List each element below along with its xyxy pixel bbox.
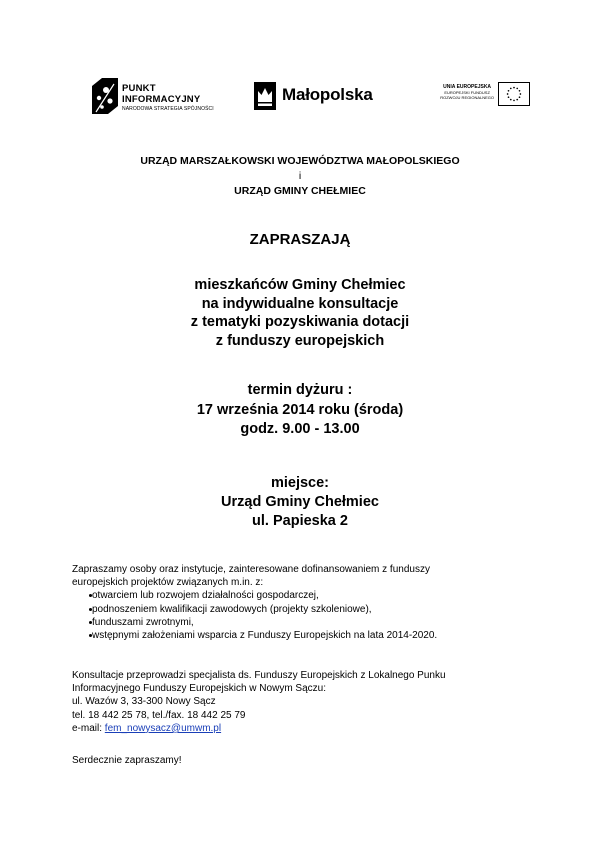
subject-line: mieszkańców Gminy Chełmiec: [194, 277, 406, 293]
contact-paragraph: [72, 669, 542, 735]
venue-name: Urząd Gminy Chełmiec: [221, 494, 379, 510]
consultation-subject: [0, 276, 600, 350]
list-item: wstępnymi założeniami wsparcia z Funduszy Europejskich na lata 2014-2020.: [72, 629, 542, 642]
punkt-logo-line2: INFORMACYJNY: [122, 94, 201, 105]
eu-logo-text: [440, 84, 494, 100]
organizer-2: URZĄD GMINY CHEŁMIEC: [234, 185, 366, 197]
contact-email-row: [72, 722, 542, 735]
malopolska-logo-text: Małopolska: [282, 85, 373, 104]
punkt-logo-line3: NARODOWA STRATEGIA SPÓJNOŚCI: [122, 106, 214, 112]
intro-line: Zapraszamy osoby oraz instytucje, zainteresowane dofinansowaniem z funduszy: [72, 564, 430, 575]
schedule-hours: godz. 9.00 - 13.00: [240, 421, 360, 437]
invite-heading: ZAPRASZAJĄ: [249, 231, 351, 248]
malopolska-logo: [254, 82, 394, 112]
bullet-icon: [89, 621, 92, 624]
bullet-icon: [89, 608, 92, 611]
punkt-informacyjny-logo: [88, 74, 238, 124]
bullet-icon: [89, 634, 92, 637]
project-types-list: [72, 589, 542, 642]
venue-street: ul. Papieska 2: [252, 513, 348, 529]
eu-logo: [410, 82, 530, 112]
contact-phone: tel. 18 442 25 78, tel./fax. 18 442 25 79: [72, 709, 246, 721]
email-link[interactable]: fem_nowysacz@umwm.pl: [104, 722, 222, 734]
list-item: funduszami zwrotnymi,: [72, 616, 542, 629]
punkt-logo-line1: PUNKT: [122, 83, 156, 94]
venue-label: miejsce:: [270, 475, 330, 491]
subject-line: z funduszy europejskich: [215, 332, 385, 349]
venue-block: [0, 474, 600, 531]
intro-line: europejskich projektów związanych m.in. z:: [72, 577, 264, 589]
subject-line: z tematyki pozyskiwania dotacji: [190, 314, 410, 330]
intro-paragraph: [72, 563, 542, 642]
organizer-conjunction: i: [298, 170, 302, 182]
closing-text: Serdecznie zapraszamy!: [72, 755, 182, 766]
email-label: e-mail:: [72, 722, 105, 734]
punkt-informacyjny-icon: [88, 76, 120, 116]
list-item: podnoszeniem kwalifikacji zawodowych (projekty szkoleniowe),: [72, 603, 542, 616]
eu-flag-icon: [498, 82, 530, 106]
schedule-block: [0, 381, 600, 440]
organizers-header: [0, 154, 600, 199]
subject-line: na indywidualne konsultacje: [201, 295, 399, 312]
contact-address: ul. Wazów 3, 33-300 Nowy Sącz: [72, 696, 216, 708]
contact-line: Informacyjnego Funduszy Europejskich w Nowym Sączu:: [72, 683, 326, 695]
eu-logo-line3: ROZWOJU REGIONALNEGO: [440, 95, 494, 100]
contact-line: Konsultacje przeprowadzi specjalista ds. Funduszy Europejskich z Lokalnego Punku: [72, 670, 446, 681]
schedule-label: termin dyżuru :: [247, 382, 353, 398]
eu-logo-line1: UNIA EUROPEJSKA: [443, 84, 492, 90]
list-item: otwarciem lub rozwojem działalności gospodarczej,: [72, 589, 542, 602]
schedule-date: 17 września 2014 roku (środa): [196, 401, 404, 418]
logo-strip: [88, 74, 528, 124]
eu-logo-line2: EUROPEJSKI FUNDUSZ: [444, 90, 490, 95]
organizer-1: URZĄD MARSZAŁKOWSKI WOJEWÓDZTWA MAŁOPOLSKIEGO: [140, 155, 460, 167]
malopolska-crown-icon: [254, 82, 276, 110]
